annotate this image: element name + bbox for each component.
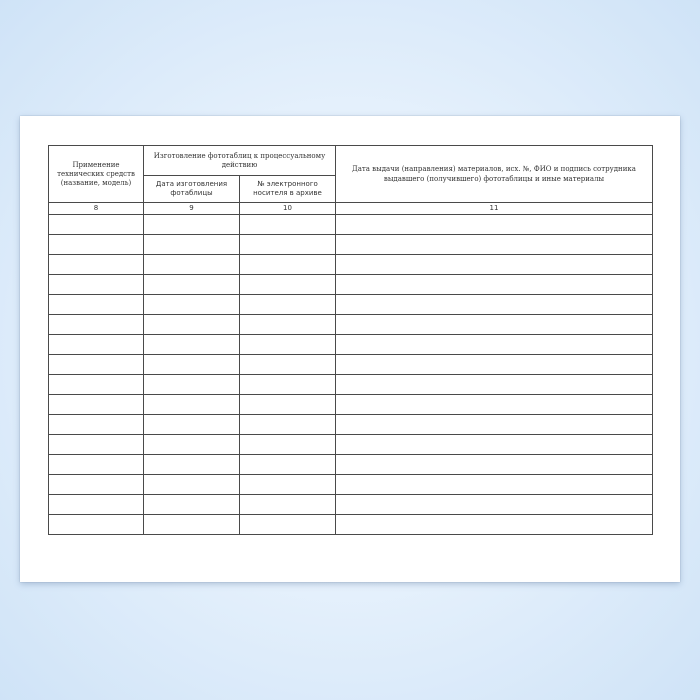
table-cell [240, 295, 336, 315]
table-cell [49, 375, 144, 395]
table-row [49, 355, 653, 375]
table-cell [240, 375, 336, 395]
table-cell [240, 515, 336, 535]
column-number-10: 10 [240, 203, 336, 215]
table-cell [49, 435, 144, 455]
table-cell [144, 495, 240, 515]
table-cell [144, 315, 240, 335]
table-cell [144, 435, 240, 455]
table-cell [49, 395, 144, 415]
table-cell [49, 215, 144, 235]
table-cell [144, 255, 240, 275]
table-cell [240, 455, 336, 475]
table-cell [240, 275, 336, 295]
table-cell [240, 315, 336, 335]
table-row [49, 455, 653, 475]
table-cell [49, 515, 144, 535]
table-row [49, 375, 653, 395]
table-row [49, 475, 653, 495]
table-cell [240, 435, 336, 455]
table-cell [144, 215, 240, 235]
table-row [49, 515, 653, 535]
table-cell [336, 435, 653, 455]
table-row [49, 295, 653, 315]
table-cell [240, 395, 336, 415]
table-cell [144, 415, 240, 435]
table-cell [144, 515, 240, 535]
table-cell [240, 335, 336, 355]
table-cell [336, 275, 653, 295]
journal-table [48, 145, 653, 535]
table-cell [49, 355, 144, 375]
table-row [49, 435, 653, 455]
table-cell [49, 275, 144, 295]
table-cell [144, 335, 240, 355]
table-row [49, 335, 653, 355]
table-cell [336, 355, 653, 375]
table-cell [336, 295, 653, 315]
table-cell [336, 215, 653, 235]
table-cell [336, 235, 653, 255]
table-cell [240, 215, 336, 235]
table-cell [49, 455, 144, 475]
table-cell [336, 495, 653, 515]
table-cell [336, 375, 653, 395]
table-cell [144, 295, 240, 315]
column-number-row [49, 203, 653, 215]
header-phototable-group: Изготовление фототаблиц к процессуальному действию [144, 146, 336, 176]
table-row [49, 395, 653, 415]
column-number-8: 8 [49, 203, 144, 215]
table-cell [240, 475, 336, 495]
header-application: Применение технических средств (название, модель) [49, 146, 144, 203]
table-cell [49, 415, 144, 435]
table-row [49, 315, 653, 335]
table-cell [240, 415, 336, 435]
table-cell [49, 495, 144, 515]
table-row [49, 415, 653, 435]
table-cell [240, 495, 336, 515]
table-cell [144, 355, 240, 375]
table-cell [144, 275, 240, 295]
table-cell [144, 235, 240, 255]
header-issue: Дата выдачи (направления) материалов, исх. №, ФИО и подпись сотрудника выдавшего (получившего) фототаблицы и иные материалы [336, 146, 653, 203]
table-cell [49, 295, 144, 315]
table-cell [336, 335, 653, 355]
column-number-9: 9 [144, 203, 240, 215]
table-row [49, 275, 653, 295]
table-cell [240, 255, 336, 275]
table-cell [49, 235, 144, 255]
table-row [49, 255, 653, 275]
table-cell [336, 455, 653, 475]
table-cell [49, 315, 144, 335]
table-row [49, 235, 653, 255]
table-cell [336, 255, 653, 275]
table-cell [240, 355, 336, 375]
journal-page [20, 116, 680, 582]
table-cell [144, 455, 240, 475]
table-cell [144, 475, 240, 495]
table-row [49, 215, 653, 235]
column-number-11: 11 [336, 203, 653, 215]
table-cell [336, 315, 653, 335]
table-cell [240, 235, 336, 255]
table-cell [144, 375, 240, 395]
table-cell [144, 395, 240, 415]
table-cell [336, 475, 653, 495]
table-cell [49, 255, 144, 275]
table-row [49, 495, 653, 515]
table-cell [336, 515, 653, 535]
table-cell [336, 415, 653, 435]
table-cell [336, 395, 653, 415]
header-archive-number: № электронного носителя в архиве [240, 176, 336, 203]
table-cell [49, 475, 144, 495]
header-phototable-date: Дата изготовления фотаблицы [144, 176, 240, 203]
table-cell [49, 335, 144, 355]
